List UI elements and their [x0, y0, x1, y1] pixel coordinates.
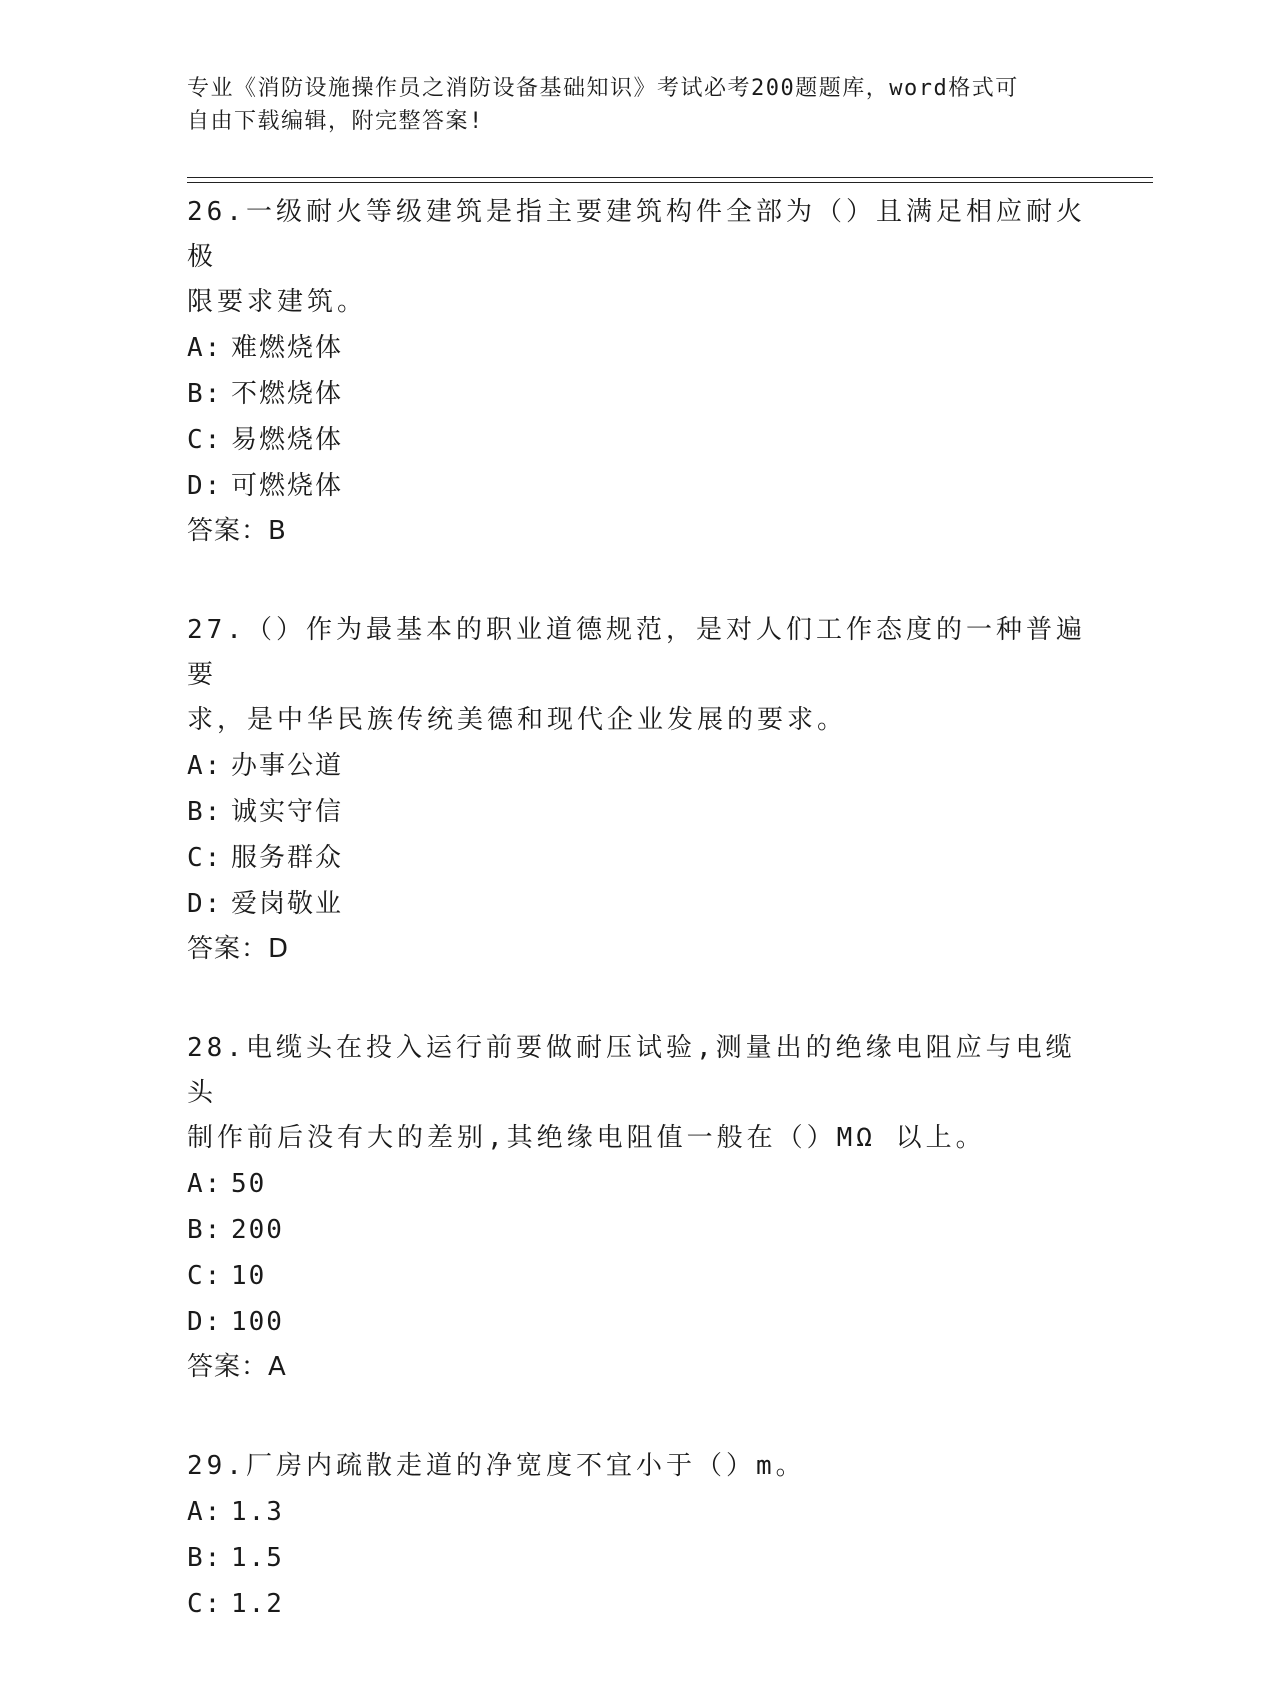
option-c [187, 417, 1087, 463]
option-c [187, 1253, 1087, 1299]
header-divider-top [187, 177, 1153, 178]
option-b [187, 1207, 1087, 1253]
option-key: A: [187, 1169, 223, 1199]
question-28 [187, 1026, 1087, 1389]
option-text: 可燃烧体 [231, 471, 344, 501]
option-b [187, 1535, 1087, 1581]
option-text: 爱岗敬业 [231, 889, 344, 919]
question-text-line: 限要求建筑。 [187, 287, 368, 317]
option-text: 易燃烧体 [231, 425, 344, 455]
option-text: 诚实守信 [231, 797, 344, 827]
question-list [187, 190, 1087, 1682]
option-key: D: [187, 471, 223, 501]
question-26 [187, 190, 1087, 553]
option-c [187, 835, 1087, 881]
option-text: 难燃烧体 [231, 333, 344, 363]
answer-line: 答案：B [187, 516, 287, 546]
option-key: A: [187, 333, 223, 363]
header-divider-bottom [187, 182, 1153, 183]
question-text-line: 28.电缆头在投入运行前要做耐压试验,测量出的绝缘电阻应与电缆头 [187, 1033, 1076, 1108]
option-key: C: [187, 1261, 223, 1291]
document-header [187, 72, 1087, 138]
option-d [187, 1299, 1087, 1345]
option-d [187, 463, 1087, 509]
option-key: D: [187, 1307, 223, 1337]
option-key: D: [187, 889, 223, 919]
answer-line: 答案：D [187, 934, 290, 964]
question-29 [187, 1444, 1087, 1627]
option-a [187, 743, 1087, 789]
option-d [187, 881, 1087, 927]
option-text: 不燃烧体 [231, 379, 344, 409]
option-key: A: [187, 751, 223, 781]
option-key: B: [187, 797, 223, 827]
question-text-line: 27.（）作为最基本的职业道德规范，是对人们工作态度的一种普遍要 [187, 615, 1086, 690]
option-key: B: [187, 1543, 223, 1573]
question-text-line: 29.厂房内疏散走道的净宽度不宜小于（）m。 [187, 1451, 806, 1481]
header-line-1: 专业《消防设施操作员之消防设备基础知识》考试必考200题题库，word格式可 [187, 76, 1019, 101]
option-key: C: [187, 1589, 223, 1619]
option-text: 10 [231, 1261, 267, 1291]
option-text: 1.3 [231, 1497, 284, 1527]
option-b [187, 789, 1087, 835]
option-key: A: [187, 1497, 223, 1527]
question-27 [187, 608, 1087, 971]
option-text: 100 [231, 1307, 284, 1337]
header-line-2: 自由下载编辑，附完整答案! [187, 109, 484, 134]
option-text: 1.2 [231, 1589, 284, 1619]
option-key: B: [187, 379, 223, 409]
option-b [187, 371, 1087, 417]
option-c [187, 1581, 1087, 1627]
answer-line: 答案：A [187, 1352, 287, 1382]
option-key: C: [187, 843, 223, 873]
option-text: 办事公道 [231, 751, 344, 781]
option-text: 服务群众 [231, 843, 344, 873]
question-text-line: 求，是中华民族传统美德和现代企业发展的要求。 [187, 705, 848, 735]
question-text-line: 制作前后没有大的差别,其绝缘电阻值一般在（）MΩ 以上。 [187, 1123, 986, 1153]
option-text: 50 [231, 1169, 267, 1199]
option-a [187, 325, 1087, 371]
option-key: C: [187, 425, 223, 455]
option-key: B: [187, 1215, 223, 1245]
option-text: 200 [231, 1215, 284, 1245]
option-a [187, 1489, 1087, 1535]
option-text: 1.5 [231, 1543, 284, 1573]
question-text-line: 26.一级耐火等级建筑是指主要建筑构件全部为（）且满足相应耐火极 [187, 197, 1086, 272]
option-a [187, 1161, 1087, 1207]
